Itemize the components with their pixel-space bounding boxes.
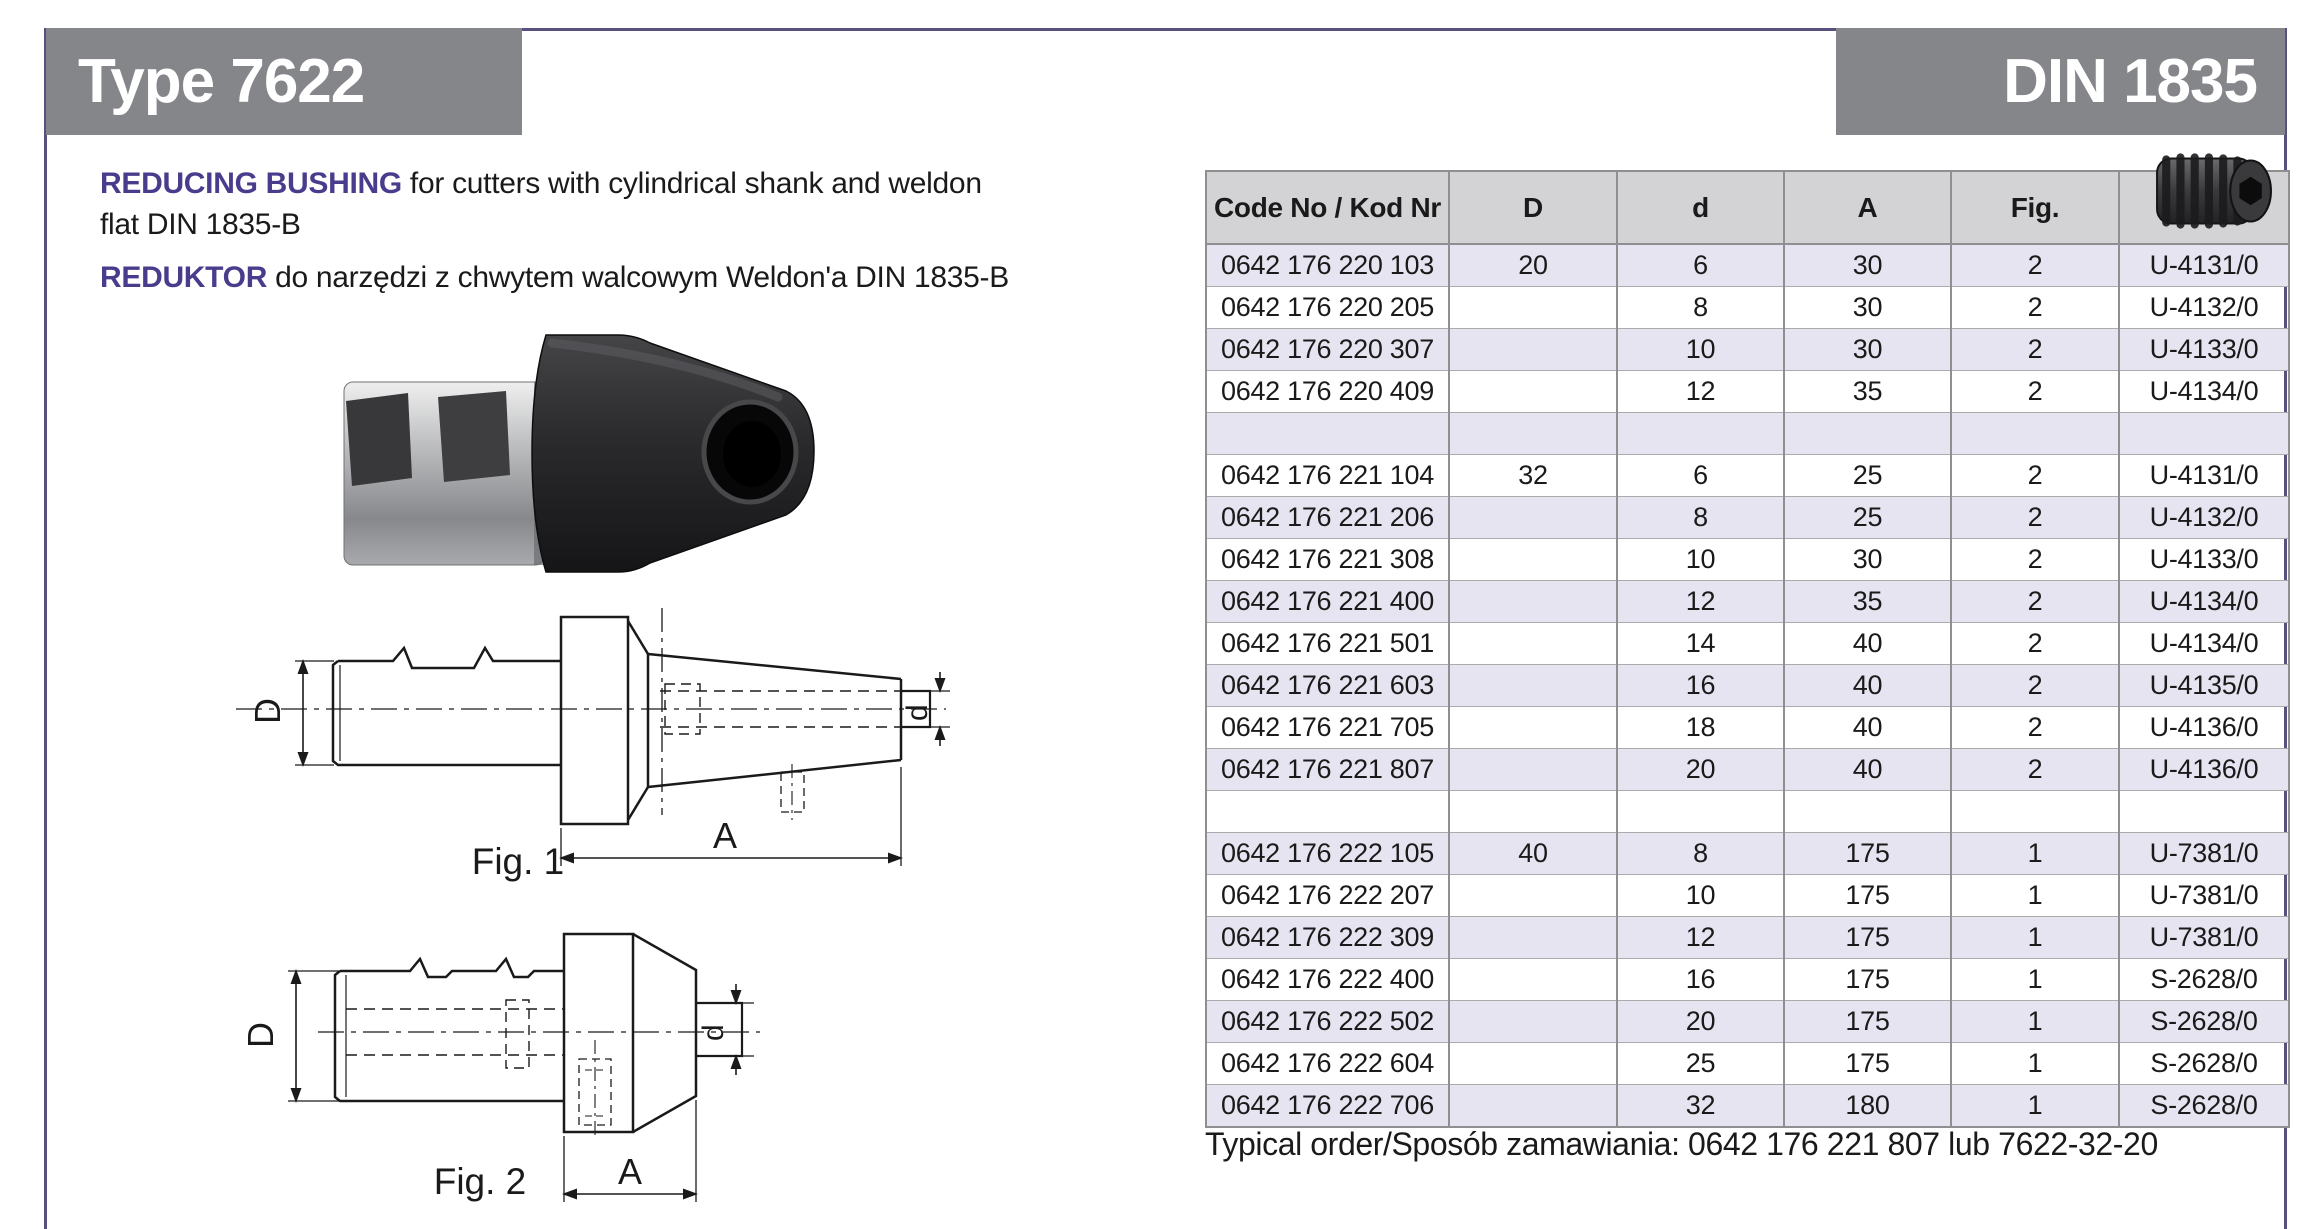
d-lower-cell: 8 [1617,497,1784,539]
fig1-dim-A-label: A [712,815,738,856]
a-cell: 30 [1784,539,1951,581]
code-cell: 0642 176 222 207 [1206,875,1449,917]
a-cell: 175 [1784,917,1951,959]
d-lower-cell: 18 [1617,707,1784,749]
fig2-dim-A-label: A [617,1151,643,1192]
d-upper-cell: 20 [1449,244,1617,287]
ref-cell: S-2628/0 [2119,959,2289,1001]
column-header-d: d [1617,171,1784,244]
fig-cell: 2 [1951,539,2119,581]
code-cell: 0642 176 221 400 [1206,581,1449,623]
d-upper-cell [1449,1085,1617,1128]
d-upper-cell [1449,497,1617,539]
code-cell: 0642 176 221 705 [1206,707,1449,749]
table-row [1206,1043,2289,1085]
d-upper-cell [1449,665,1617,707]
fig-cell [1951,413,2119,455]
table-row [1206,1001,2289,1043]
figure-1-drawing [230,600,960,900]
table-row [1206,707,2289,749]
a-cell: 175 [1784,959,1951,1001]
d-upper-cell [1449,413,1617,455]
code-cell: 0642 176 222 502 [1206,1001,1449,1043]
a-cell: 30 [1784,244,1951,287]
description-polish-rest: do narzędzi z chwytem walcowym Weldon'a DIN 1835-B [267,261,1009,294]
d-lower-cell: 10 [1617,329,1784,371]
code-cell: 0642 176 222 604 [1206,1043,1449,1085]
a-cell [1784,413,1951,455]
spec-table [1205,170,2290,1128]
ref-cell: U-7381/0 [2119,917,2289,959]
page-title: Type 7622 [46,28,522,135]
a-cell: 35 [1784,581,1951,623]
a-cell: 40 [1784,749,1951,791]
description-english [100,163,1080,245]
ref-cell [2119,413,2289,455]
d-lower-cell: 6 [1617,455,1784,497]
code-cell: 0642 176 221 603 [1206,665,1449,707]
description-english-line2: flat DIN 1835-B [100,208,301,241]
ref-cell: U-4131/0 [2119,455,2289,497]
column-header-A: A [1784,171,1951,244]
ref-cell: U-4132/0 [2119,497,2289,539]
code-cell: 0642 176 220 307 [1206,329,1449,371]
ref-cell: U-4136/0 [2119,749,2289,791]
ref-cell: U-4134/0 [2119,623,2289,665]
table-row [1206,497,2289,539]
code-cell: 0642 176 222 400 [1206,959,1449,1001]
d-lower-cell: 10 [1617,539,1784,581]
fig-cell: 1 [1951,833,2119,875]
d-upper-cell [1449,791,1617,833]
table-row [1206,581,2289,623]
table-row [1206,623,2289,665]
table-row [1206,329,2289,371]
standard-title: DIN 1835 [1836,28,2285,135]
ref-cell: S-2628/0 [2119,1043,2289,1085]
table-spacer-row [1206,413,2289,455]
d-upper-cell [1449,539,1617,581]
d-lower-cell [1617,791,1784,833]
fig1-dim-D-label: D [247,698,288,724]
a-cell: 40 [1784,665,1951,707]
figure-1-caption: Fig. 1 [471,841,565,882]
code-cell: 0642 176 221 501 [1206,623,1449,665]
column-header-D: D [1449,171,1617,244]
description-polish [100,257,1080,298]
ref-cell: U-4134/0 [2119,371,2289,413]
d-lower-cell: 8 [1617,833,1784,875]
ref-cell: U-4133/0 [2119,329,2289,371]
d-upper-cell: 40 [1449,833,1617,875]
fig-cell: 2 [1951,497,2119,539]
d-lower-cell: 16 [1617,959,1784,1001]
fig-cell: 2 [1951,455,2119,497]
figure-2-drawing [230,920,960,1220]
d-upper-cell [1449,875,1617,917]
fig-cell: 2 [1951,287,2119,329]
d-upper-cell [1449,581,1617,623]
table-row [1206,455,2289,497]
d-upper-cell [1449,959,1617,1001]
d-upper-cell [1449,749,1617,791]
fig-cell: 2 [1951,707,2119,749]
table-row [1206,959,2289,1001]
a-cell: 40 [1784,623,1951,665]
d-upper-cell [1449,329,1617,371]
d-lower-cell: 16 [1617,665,1784,707]
table-row [1206,287,2289,329]
a-cell [1784,791,1951,833]
description-english-lead: REDUCING BUSHING [100,167,402,200]
reducing-bushing-product-photo [300,325,900,585]
ref-cell: U-4132/0 [2119,287,2289,329]
d-lower-cell: 8 [1617,287,1784,329]
ref-cell: U-4135/0 [2119,665,2289,707]
d-upper-cell [1449,371,1617,413]
d-upper-cell [1449,1001,1617,1043]
d-upper-cell [1449,623,1617,665]
fig-cell: 2 [1951,371,2119,413]
d-lower-cell: 14 [1617,623,1784,665]
a-cell: 175 [1784,833,1951,875]
code-cell: 0642 176 220 205 [1206,287,1449,329]
ref-cell: U-4131/0 [2119,244,2289,287]
d-lower-cell: 25 [1617,1043,1784,1085]
d-upper-cell [1449,287,1617,329]
d-lower-cell: 12 [1617,917,1784,959]
ref-cell: U-4136/0 [2119,707,2289,749]
a-cell: 30 [1784,287,1951,329]
set-screw-icon [2152,146,2274,236]
ref-cell: S-2628/0 [2119,1001,2289,1043]
table-row [1206,749,2289,791]
a-cell: 30 [1784,329,1951,371]
ref-cell: U-4134/0 [2119,581,2289,623]
fig-cell: 2 [1951,329,2119,371]
typical-order-note: Typical order/Sposób zamawiania: 0642 176 221 807 lub 7622-32-20 [1205,1126,2158,1162]
table-spacer-row [1206,791,2289,833]
table-row [1206,917,2289,959]
ref-cell: U-7381/0 [2119,875,2289,917]
fig1-dim-d-label: d [901,704,934,721]
spec-table-header-row [1206,171,2289,244]
ref-cell: U-4133/0 [2119,539,2289,581]
code-cell: 0642 176 222 105 [1206,833,1449,875]
table-row [1206,244,2289,287]
fig-cell: 1 [1951,959,2119,1001]
d-upper-cell: 32 [1449,455,1617,497]
table-row [1206,875,2289,917]
table-row [1206,1085,2289,1128]
fig2-dim-d-label: d [697,1024,730,1041]
a-cell: 175 [1784,1043,1951,1085]
d-lower-cell: 32 [1617,1085,1784,1128]
a-cell: 35 [1784,371,1951,413]
a-cell: 25 [1784,455,1951,497]
fig-cell [1951,791,2119,833]
table-row [1206,371,2289,413]
fig-cell: 1 [1951,917,2119,959]
a-cell: 25 [1784,497,1951,539]
column-header-code: Code No / Kod Nr [1206,171,1449,244]
code-cell: 0642 176 221 807 [1206,749,1449,791]
d-upper-cell [1449,1043,1617,1085]
a-cell: 180 [1784,1085,1951,1128]
code-cell [1206,791,1449,833]
code-cell: 0642 176 221 308 [1206,539,1449,581]
ref-cell: S-2628/0 [2119,1085,2289,1128]
a-cell: 175 [1784,1001,1951,1043]
fig-cell: 1 [1951,875,2119,917]
ref-cell: U-7381/0 [2119,833,2289,875]
code-cell: 0642 176 220 409 [1206,371,1449,413]
a-cell: 175 [1784,875,1951,917]
fig-cell: 2 [1951,665,2119,707]
table-row [1206,833,2289,875]
frame-left-rule [44,28,47,1229]
description-polish-lead: REDUKTOR [100,261,268,294]
code-cell: 0642 176 220 103 [1206,244,1449,287]
column-header-fig: Fig. [1951,171,2119,244]
a-cell: 40 [1784,707,1951,749]
d-upper-cell [1449,707,1617,749]
d-lower-cell: 6 [1617,244,1784,287]
fig-cell: 1 [1951,1085,2119,1128]
code-cell: 0642 176 221 104 [1206,455,1449,497]
fig-cell: 2 [1951,244,2119,287]
table-row [1206,665,2289,707]
fig-cell: 1 [1951,1001,2119,1043]
d-lower-cell [1617,413,1784,455]
d-lower-cell: 12 [1617,581,1784,623]
code-cell: 0642 176 221 206 [1206,497,1449,539]
fig-cell: 2 [1951,623,2119,665]
d-lower-cell: 10 [1617,875,1784,917]
figure-2-caption: Fig. 2 [433,1161,527,1202]
code-cell [1206,413,1449,455]
fig2-dim-D-label: D [240,1022,281,1048]
d-lower-cell: 20 [1617,1001,1784,1043]
code-cell: 0642 176 222 309 [1206,917,1449,959]
description-english-rest: for cutters with cylindrical shank and weldon [401,167,982,200]
fig-cell: 2 [1951,581,2119,623]
d-lower-cell: 12 [1617,371,1784,413]
table-row [1206,539,2289,581]
d-upper-cell [1449,917,1617,959]
fig-cell: 1 [1951,1043,2119,1085]
d-lower-cell: 20 [1617,749,1784,791]
code-cell: 0642 176 222 706 [1206,1085,1449,1128]
ref-cell [2119,791,2289,833]
fig-cell: 2 [1951,749,2119,791]
